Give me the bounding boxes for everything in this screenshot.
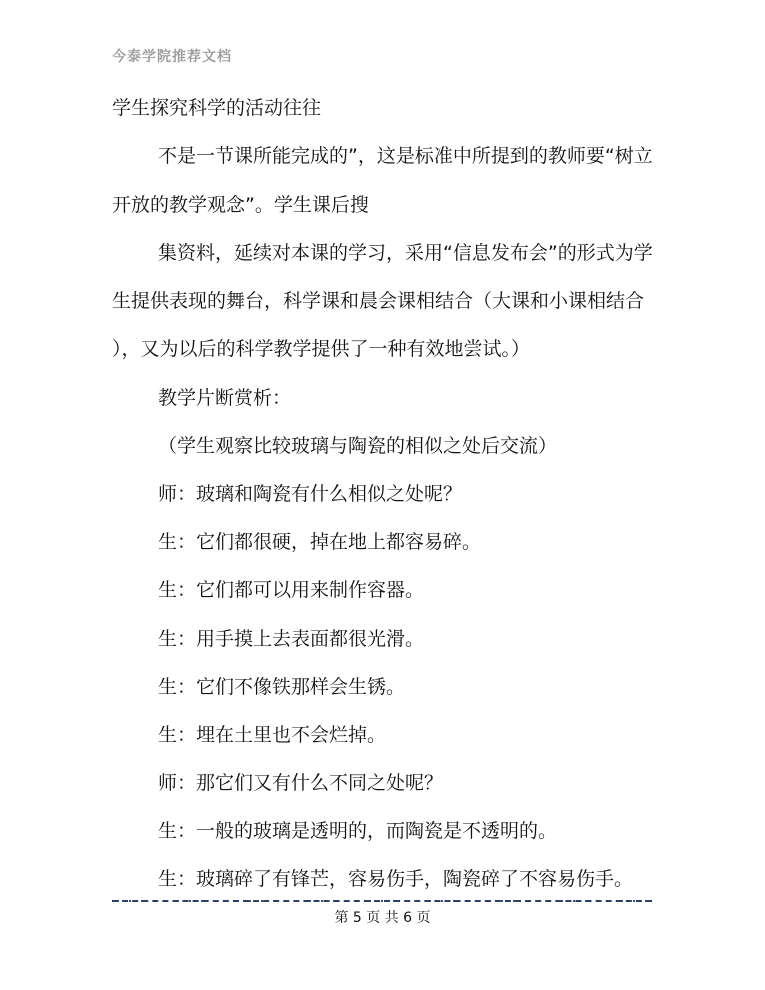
footer-divider-dots xyxy=(112,900,652,902)
footer-divider xyxy=(112,900,652,902)
paragraph-line: 开放的教学观念”。学生课后搜 xyxy=(112,194,369,216)
dialogue-line: 生：它们都很硬，掉在地上都容易碎。 xyxy=(158,531,482,553)
section-heading: 教学片断赏析： xyxy=(158,387,292,409)
dialogue-line: 生：它们都可以用来制作容器。 xyxy=(158,579,425,601)
dialogue-line: 师：玻璃和陶瓷有什么相似之处呢？ xyxy=(158,483,463,505)
page-number: 第 5 页 共 6 页 xyxy=(334,910,431,926)
paragraph-line: 生提供表现的舞台，科学课和晨会课相结合（大课和小课相结合 xyxy=(112,290,645,312)
dialogue-line: 生：一般的玻璃是透明的，而陶瓷是不透明的。 xyxy=(158,820,558,842)
paragraph-line: 学生探究科学的活动往往 xyxy=(112,97,322,119)
paragraph-line: 不是一节课所能完成的”，这是标准中所提到的教师要“树立 xyxy=(158,145,653,167)
dialogue-line: 生：用手摸上去表面都很光滑。 xyxy=(158,628,425,650)
watermark-header: 今泰学院推荐文档 xyxy=(112,49,232,65)
dialogue-line: 生：它们不像铁那样会生锈。 xyxy=(158,676,406,698)
dialogue-line: 生：埋在土里也不会烂掉。 xyxy=(158,724,387,746)
paragraph-line: 集资料，延续对本课的学习，采用“信息发布会”的形式为学 xyxy=(158,242,653,264)
dialogue-line: 生：玻璃碎了有锋芒，容易伤手，陶瓷碎了不容易伤手。 xyxy=(158,868,634,890)
paragraph-line: ），又为以后的科学教学提供了一种有效地尝试。） xyxy=(112,338,531,360)
dialogue-line: （学生观察比较玻璃与陶瓷的相似之处后交流） xyxy=(158,435,558,457)
dialogue-line: 师：那它们又有什么不同之处呢？ xyxy=(158,772,444,794)
